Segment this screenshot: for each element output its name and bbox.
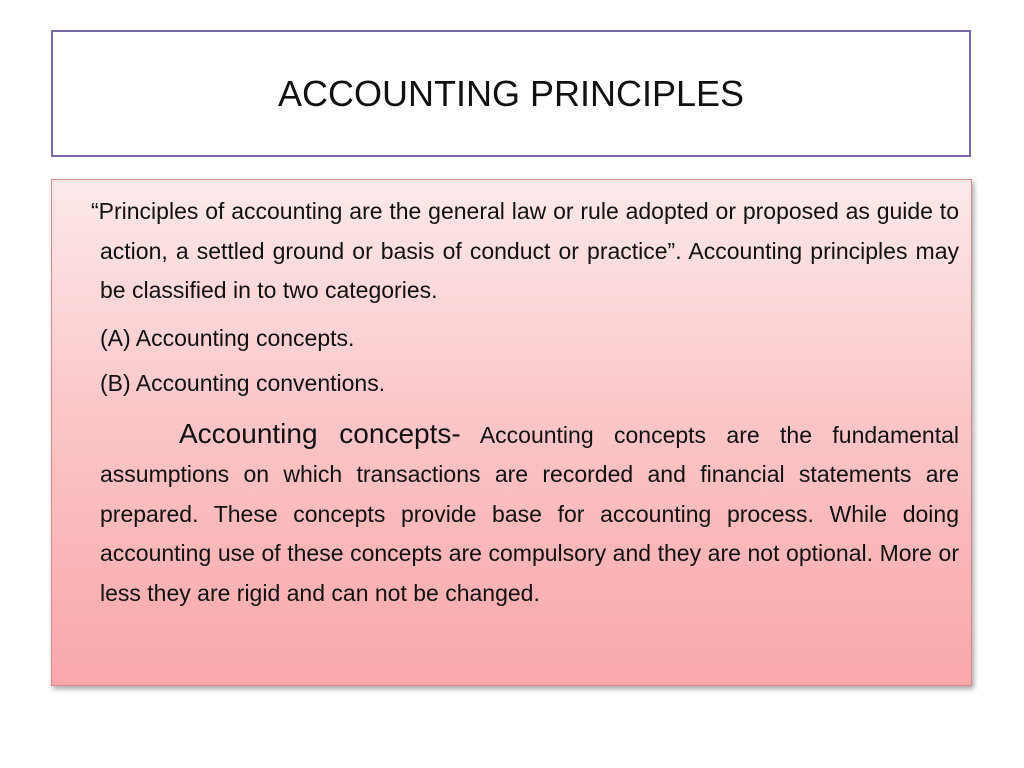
slide-title: ACCOUNTING PRINCIPLES <box>277 72 745 114</box>
title-placeholder[interactable] <box>51 30 971 157</box>
content-text-box[interactable] <box>51 179 972 686</box>
concepts-heading: Accounting concepts- <box>179 417 461 449</box>
intro-paragraph: “Principles of accounting are the general law or rule adopted or proposed as guide to action, a settled ground or basis of conduct or practice”. Accounting principles may be classified in to two categories. <box>91 198 959 303</box>
category-item-b: (B) Accounting conventions. <box>100 370 386 396</box>
category-item-a: (A) Accounting concepts. <box>100 324 355 351</box>
concepts-body: Accounting concepts are the fundamental assumptions on which transactions are recorded and financial statements are prepared. These concepts provide base for accounting process. While doing accounting use of these concepts are compulsory and they are not optional. More or less they are rigid and can not be changed. <box>100 421 959 606</box>
concepts-paragraph <box>100 414 959 614</box>
